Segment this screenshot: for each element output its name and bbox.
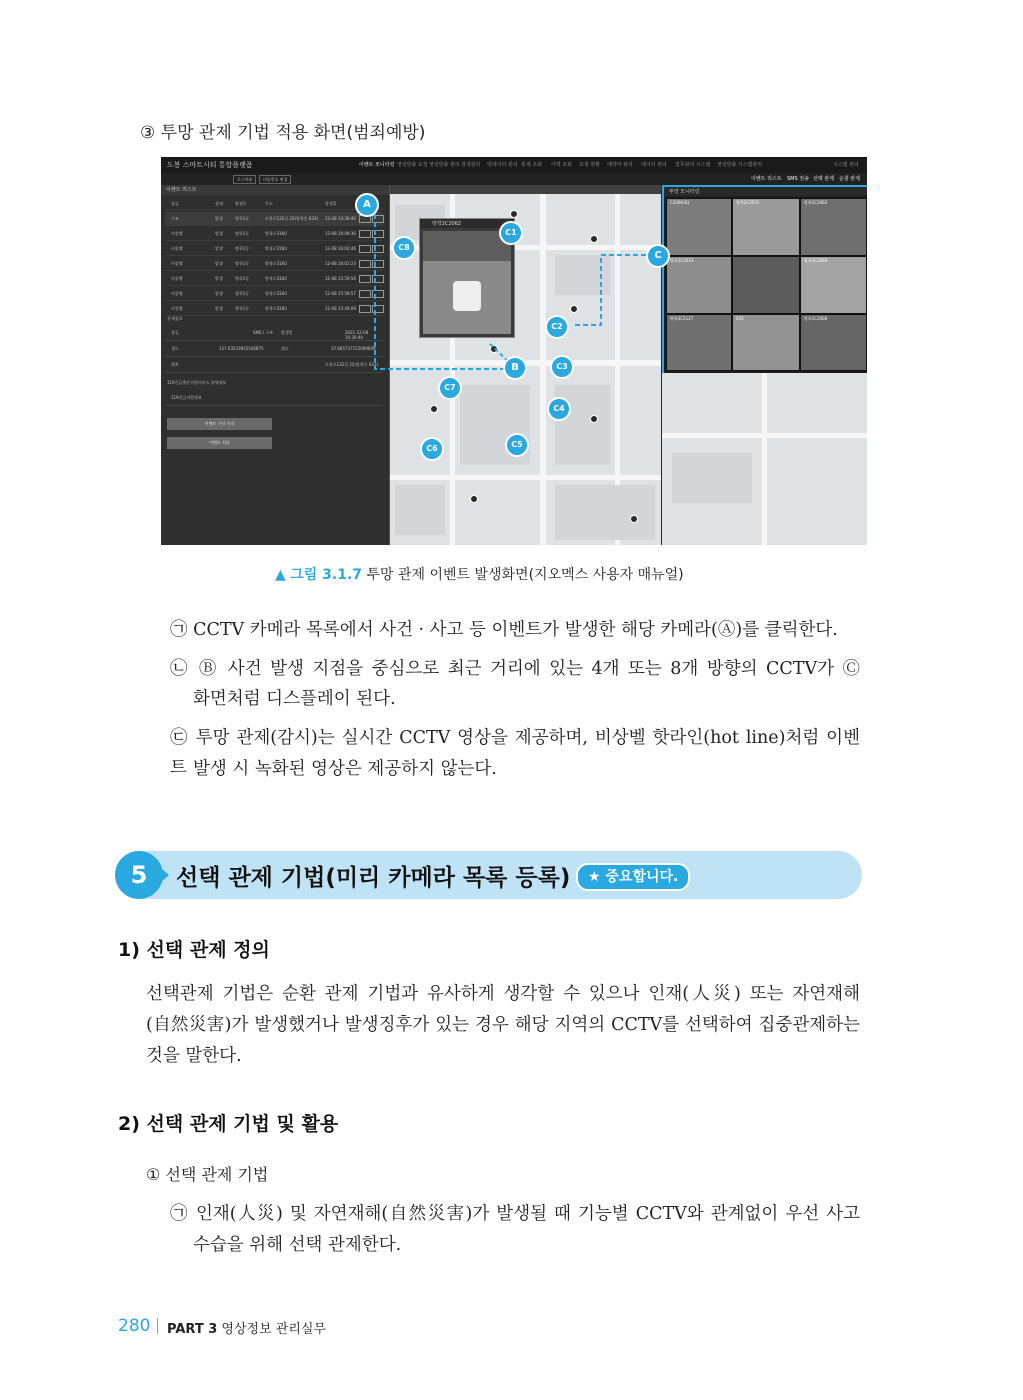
list-item-continued: 발생 시 녹화된 영상은 제공하지 않는다. [193, 759, 497, 779]
camera-label: 방학2C2062 [804, 200, 828, 205]
table-cell: 방학로3160 [265, 231, 287, 236]
marker-c5: C5 [505, 433, 529, 457]
caption-triangle: ▲ [275, 567, 291, 583]
menu-item[interactable]: 요청 현황 [579, 162, 600, 168]
detail-key: 발생일 [281, 330, 293, 335]
figure-heading: ③ 투망 관제 기법 적용 화면(범죄예방) [140, 123, 426, 143]
marker-c3: C3 [550, 355, 574, 379]
detail-key: 위도 [281, 346, 289, 351]
footer-divider [157, 1318, 158, 1334]
marker-c7: C7 [438, 376, 462, 400]
sub-tab[interactable]: 순찰 관제 [839, 176, 860, 182]
marker-b: B [503, 356, 527, 380]
sub-tab[interactable]: SMS 전송 [787, 176, 809, 182]
menu-item[interactable]: 영상반출 관리 [429, 162, 460, 168]
app-brand: 도봉 스마트시티 통합플랫폼 [167, 161, 253, 169]
footer-part [167, 1318, 326, 1337]
table-cell: 방학1동 [235, 261, 250, 266]
menu-item[interactable]: 시스템 관리 [833, 162, 859, 168]
table-cell: 방학1동 [235, 306, 250, 311]
subsection-title: 1) 선택 관제 정의 [118, 939, 270, 961]
screenshot-figure [161, 157, 867, 545]
paragraph-line: (自然災害)가 발생했거나 발생징후가 있는 경우 해당 지역의 CCTV를 선택하여 집중관제하는 [146, 1015, 860, 1035]
menu-item[interactable]: 예약어 관리 [607, 162, 633, 168]
detail-key: 경도 [171, 346, 179, 351]
camera-label: C2008-B1 [670, 200, 690, 205]
sub-tab[interactable]: 선택 관제 [813, 176, 834, 182]
paragraph-line: 것을 말한다. [146, 1046, 242, 1066]
detail-value: 127.03533935546875 [219, 346, 264, 351]
column-header: 발생일 [325, 201, 337, 206]
table-cell: 12-08 16:09:36 [325, 231, 356, 236]
connector-lines [161, 157, 867, 545]
subsection-title: 2) 선택 관제 기법 및 활용 [118, 1113, 339, 1135]
detail-key: 종류 [171, 330, 179, 335]
table-cell: 방학로3160 [265, 261, 287, 266]
table-cell: 발생 [215, 261, 223, 266]
figure-caption [275, 564, 684, 584]
table-cell: 비상벨 [171, 231, 183, 236]
marker-c8: C8 [392, 236, 416, 260]
column-header: 상태 [215, 201, 223, 206]
column-header: 주소 [265, 201, 273, 206]
table-cell: 방학로3160 [265, 276, 287, 281]
extra-title: 119긴급지원정보 [171, 395, 202, 400]
list-item: ㉡ Ⓑ 사건 발생 지점을 중심으로 최근 거리에 있는 4개 또는 8개 방향의 CCTV가 Ⓒ [170, 659, 860, 679]
list-item: ㉠ CCTV 카메라 목록에서 사건 · 사고 등 이벤트가 발생한 해당 카메라(Ⓐ)를 클릭한다. [170, 620, 838, 640]
marker-c4: C4 [547, 397, 571, 421]
section-number: 5 [115, 851, 163, 899]
table-cell: 12-08 16:01:23 [325, 261, 356, 266]
camera-label: 방학2C2117 [670, 316, 694, 321]
table-cell: 비상벨 [171, 276, 183, 281]
numbered-item: ① 선택 관제 기법 [146, 1165, 269, 1184]
marker-c2: C2 [545, 315, 569, 339]
menu-item[interactable]: 영상반출 시스템관리 [717, 162, 763, 168]
menu-item[interactable]: 통계 조회 [521, 162, 542, 168]
extra-label: 119긴급출동지원서비스 상세정보 [167, 380, 227, 385]
table-cell: 12-08 15:59:57 [325, 291, 356, 296]
table-cell: 방학1동 [235, 276, 250, 281]
table-cell: 방학1동 [235, 231, 250, 236]
menu-item[interactable]: 이벤트 모니터링 [359, 162, 395, 168]
footer-title: 영상정보 관리실무 [221, 1322, 327, 1337]
event-start-button[interactable]: 이벤트 수신 시작 [167, 418, 272, 430]
menu-item[interactable]: 검색관리 [461, 162, 481, 168]
subbar-button[interactable]: 로그아웃 [233, 175, 256, 184]
camera-label: 방학2C2066 [804, 316, 828, 321]
page-number: 280 [118, 1316, 151, 1336]
table-cell: 방학로3160 [265, 306, 287, 311]
camera-label: 방학2C2035 [736, 200, 760, 205]
paragraph-line: 선택관제 기법은 순환 관제 기법과 유사하게 생각할 수 있으나 인재(人災) 또는 자연재해 [146, 984, 860, 1004]
table-cell: 방학로3160 [265, 246, 287, 251]
column-header: 종류 [171, 201, 179, 206]
detail-value: 2021-12-08 10:30:40 [345, 330, 369, 340]
subbar-button[interactable]: 비밀번호 변경 [259, 175, 291, 184]
table-cell: 발생 [215, 231, 223, 236]
list-item-continued: 수습을 위해 선택 관제한다. [193, 1235, 402, 1255]
marker-c: C [646, 244, 670, 268]
table-cell: 12-08 16:02:46 [325, 246, 356, 251]
list-item: ㉠ 인재(人災) 및 자연재해(自然災害)가 발생될 때 기능별 CCTV와 관계없이 우선 사고 [170, 1204, 860, 1224]
section-arrow-icon [160, 867, 169, 883]
grid-title: 투망 모니터링 [669, 189, 700, 195]
column-header: 발생동 [235, 201, 247, 206]
table-cell: 도봉로132길 22(방학동 633) [265, 216, 319, 221]
popup-title: 방학2C2062 [432, 221, 462, 227]
table-cell: 비상벨 [171, 306, 183, 311]
table-cell: 12-08 10:30:40 [325, 216, 356, 221]
caption-text: 투망 관제 이벤트 발생화면(지오멕스 사용자 매뉴얼) [362, 567, 684, 583]
table-cell: 방학1동 [235, 246, 250, 251]
table-cell: 비상벨 [171, 291, 183, 296]
list-item: ㉢ 투망 관제(감시)는 실시간 CCTV 영상을 제공하며, 비상벨 핫라인(hot line)처럼 이벤트 [170, 728, 860, 778]
camera-label: 방학2C2060 [804, 258, 828, 263]
table-cell: 발생 [215, 306, 223, 311]
camera-label: 633 [736, 316, 744, 321]
detail-value: 37.665737152099609 [331, 346, 376, 351]
menu-item[interactable]: 영상반출 요청 [397, 162, 428, 168]
sub-tab[interactable]: 이벤트 리스트 [751, 176, 782, 182]
menu-item[interactable]: 업무관리 시스템 [675, 162, 711, 168]
table-cell: 구조 [171, 216, 179, 221]
connector-c [575, 255, 651, 325]
important-badge: ★ 중요합니다. [576, 863, 690, 891]
menu-item[interactable]: 데이터 관리 [641, 162, 667, 168]
caption-figure-number: 그림 3.1.7 [290, 567, 363, 583]
list-item-continued: 화면처럼 디스플레이 된다. [193, 689, 396, 709]
table-cell: 발생 [215, 216, 223, 221]
table-cell: 12-08 15:49:09 [325, 306, 356, 311]
detail-key: 위치 [171, 362, 179, 367]
camera-label: 방학2C2033 [670, 258, 694, 263]
table-cell: 비상벨 [171, 261, 183, 266]
table-cell: 발생 [215, 246, 223, 251]
table-cell: 비상벨 [171, 246, 183, 251]
table-cell: 방학1동 [235, 216, 250, 221]
section-title: 선택 관제 기법(미리 카메라 목록 등록) [176, 865, 571, 891]
menu-item[interactable]: 빅데이터 분석 [487, 162, 518, 168]
table-cell: 방학1동 [235, 291, 250, 296]
menu-item[interactable]: 이력 조회 [551, 162, 572, 168]
table-cell: 12-08 15:59:56 [325, 276, 356, 281]
detail-value: SMS / 구조 [253, 330, 274, 335]
marker-c1: C1 [499, 221, 523, 245]
panel-title: 이벤트 리스트 [166, 187, 197, 193]
footer-part-label: PART 3 [167, 1322, 218, 1337]
table-cell: 발생 [215, 276, 223, 281]
table-cell: 방학로3160 [265, 291, 287, 296]
marker-a: A [355, 193, 379, 217]
detail-label: 상세정보 [167, 316, 183, 321]
detail-value: 도봉로132길 22(방학동 633) [325, 362, 379, 367]
table-cell: 발생 [215, 291, 223, 296]
event-process-button[interactable]: 이벤트 처리 [167, 437, 272, 449]
marker-c6: C6 [420, 437, 444, 461]
